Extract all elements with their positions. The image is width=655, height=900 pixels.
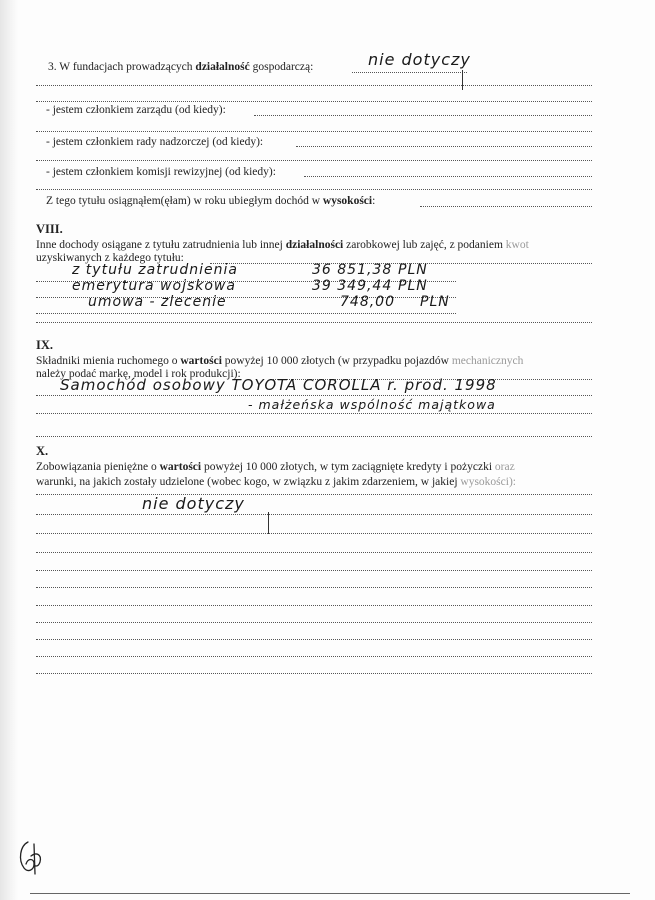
income-currency-3: PLN	[420, 294, 450, 310]
section10-text1-prefix: Zobowiązania pieniężne o	[36, 461, 160, 473]
board-member-label: - jestem członkiem zarządu (od kiedy):	[46, 104, 226, 116]
section8-text2: uzyskiwanych z każdego tytułu:	[36, 252, 184, 264]
dotted-line	[420, 206, 592, 207]
income-amount-3: 748,00	[340, 294, 395, 310]
section10-text1	[36, 460, 515, 474]
section9-text1-suffix: powyżej 10 000 złotych (w przypadku pojazdów	[221, 355, 452, 367]
audit-member-label: - jestem członkiem komisji rewizyjnej (od kiedy):	[46, 166, 276, 178]
section10-heading: X.	[36, 444, 49, 458]
dotted-line	[36, 85, 592, 86]
movable-property-line1: Samochód osobowy TOYOTA COROLLA r. prod. 1998	[60, 376, 497, 394]
income-amount-2: 39 349,44	[312, 278, 393, 294]
section3-bold: działalność	[195, 61, 250, 73]
dotted-line	[36, 656, 592, 657]
dotted-line	[36, 322, 592, 323]
income-bold: wysokości	[322, 195, 373, 207]
supervisory-member-label: - jestem członkiem rady nadzorczej (od kiedy):	[46, 136, 264, 148]
dotted-line	[36, 587, 592, 588]
dotted-line	[36, 622, 592, 623]
pen-stroke	[462, 70, 463, 90]
section9-text2: należy podać markę, model i rok produkcji):	[36, 368, 241, 380]
income-suffix: :	[372, 195, 376, 207]
section8-text1	[36, 238, 529, 252]
dotted-line	[36, 673, 592, 674]
dotted-line	[36, 570, 592, 571]
dotted-line	[36, 131, 592, 132]
section10-text2-faded: wysokości):	[460, 476, 516, 488]
dotted-line	[36, 552, 592, 553]
dotted-line	[254, 115, 592, 116]
initials-signature-icon	[16, 838, 46, 878]
income-source-2: emerytura wojskowa	[72, 278, 236, 294]
page-bottom-rule	[30, 893, 630, 894]
income-label	[46, 194, 375, 208]
dotted-line	[36, 189, 592, 190]
section8-text1-suffix: zarobkowej lub zajęć, z podaniem	[343, 239, 506, 251]
dotted-line	[36, 413, 592, 414]
section10-text1-suffix: powyżej 10 000 złotych, w tym zaciągnięte kredyty i pożyczki	[201, 461, 495, 473]
income-currency-1: PLN	[398, 262, 428, 278]
dotted-line	[296, 146, 592, 147]
section9-text1-bold: wartości	[180, 355, 222, 367]
section10-text2	[36, 475, 516, 489]
dotted-line	[36, 639, 592, 640]
income-source-1: z tytułu zatrudnienia	[72, 262, 238, 278]
section8-text1-bold: działalności	[285, 239, 344, 251]
income-prefix: Z tego tytułu osiągnąłem(ęłam) w roku ubiegłym dochód w	[46, 195, 323, 207]
section9-text1-faded: mechanicznych	[451, 355, 524, 367]
section9-text1	[36, 354, 523, 368]
section8-text1-faded: kwot	[505, 239, 529, 251]
dotted-line	[36, 494, 592, 495]
dotted-line	[36, 395, 592, 396]
dotted-line	[36, 313, 456, 314]
section10-text1-bold: wartości	[159, 461, 202, 473]
section3-prefix: 3. W fundacjach prowadzących	[48, 61, 196, 73]
dotted-line	[304, 176, 592, 177]
dotted-line	[36, 160, 592, 161]
dotted-line	[36, 605, 592, 606]
section3-handwritten-answer: nie dotyczy	[368, 50, 471, 69]
income-currency-2: PLN	[398, 278, 428, 294]
dotted-line	[36, 101, 592, 102]
income-amount-1: 36 851,38	[312, 262, 393, 278]
section3-line	[48, 60, 313, 74]
section10-text2-prefix: warunki, na jakich zostały udzielone (wobec kogo, w związku z jakim zdarzeniem, w jakiej	[36, 476, 461, 488]
dotted-line	[36, 533, 592, 534]
section8-text1-prefix: Inne dochody osiągane z tytułu zatrudnienia lub innej	[36, 239, 286, 251]
scan-edge-shadow	[0, 0, 18, 900]
section8-heading: VIII.	[36, 222, 63, 236]
dotted-line	[352, 72, 467, 73]
income-source-3: umowa - zlecenie	[88, 294, 227, 310]
dotted-line	[36, 514, 592, 515]
section9-heading: IX.	[36, 338, 54, 352]
pen-stroke	[268, 512, 269, 534]
dotted-line	[36, 436, 592, 437]
section10-text1-faded: oraz	[494, 461, 515, 473]
section3-suffix: gospodarczą:	[249, 61, 314, 73]
section9-text1-prefix: Składniki mienia ruchomego o	[36, 355, 181, 367]
movable-property-line2: - małżeńska wspólność majątkowa	[248, 397, 496, 412]
liabilities-handwritten-answer: nie dotyczy	[142, 494, 245, 513]
